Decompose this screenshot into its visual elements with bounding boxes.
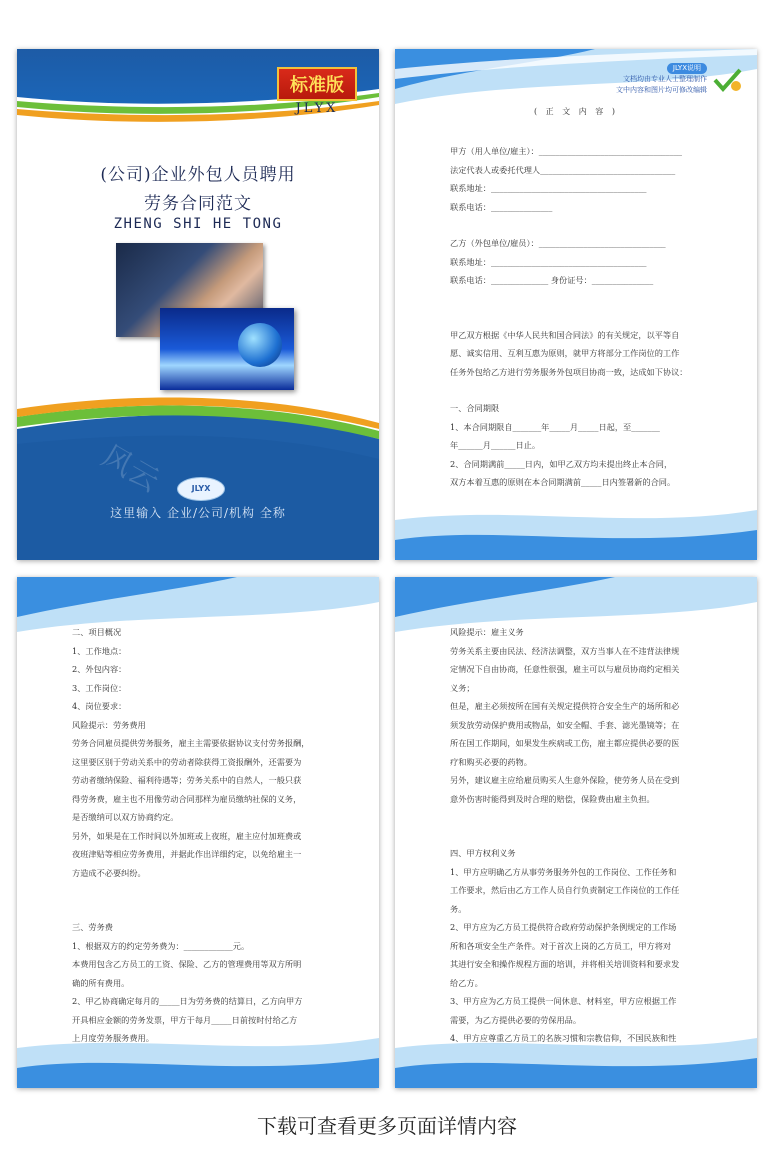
text-line: 1、甲方应明确乙方从事劳务服务外包的工作岗位、工作任务和	[450, 866, 677, 877]
bottom-wave-decoration	[395, 500, 757, 560]
text-line: 工作要求，然后由乙方工作人员自行负责制定工作岗位的工作任	[450, 885, 680, 895]
text-line: 这里要区别于劳动关系中的劳动者除获得工资报酬外，还需要为	[72, 756, 302, 767]
text-line: 任务外包给乙方进行劳务服务外包项目协商一致，达成如下协议：	[450, 366, 688, 377]
text-line: 3、工作岗位：	[72, 682, 127, 693]
text-line: 联系地址：______________________________________	[450, 256, 647, 267]
contract-page-3	[17, 577, 379, 1088]
page2-body	[450, 142, 710, 492]
text-line: 定情况下自由协商，任意性很强，雇主可以与雇员协商约定相关	[450, 664, 680, 674]
text-line: 4、甲方应尊重乙方员工的名族习惯和宗教信仰，不国民族和性	[450, 1033, 677, 1043]
text-line: 1、工作地点：	[72, 645, 127, 656]
cover-title-line2: 劳务合同范文	[144, 194, 252, 214]
text-line: 二、项目概况	[72, 627, 122, 637]
text-line: 得劳务费，雇主也不用像劳动合同那样为雇员缴纳社保的义务，	[72, 793, 302, 804]
text-line: 风险提示：劳务费用	[72, 719, 146, 730]
text-line	[450, 216, 710, 234]
text-line: 劳务合同雇员提供劳务服务，雇主主需要依据协议支付劳务报酬，	[72, 738, 310, 748]
text-line: 4、岗位要求：	[72, 701, 127, 711]
text-line: 疗和购买必要的药物。	[450, 756, 532, 767]
text-line: 务。	[450, 903, 467, 914]
text-line	[72, 882, 332, 900]
text-line: 双方本着互惠的原则在本合同期满前_____日内签署新的合同。	[450, 477, 676, 487]
page4-body	[450, 623, 710, 1048]
text-line: 一、合同期限	[450, 403, 500, 413]
company-logo: JLYX	[177, 477, 225, 501]
notice-line1: 文档均由专业人士整理制作	[623, 75, 707, 83]
text-line: 须发放劳动保护费用或物品，如安全帽、手套、滤光墨镜等；在	[450, 719, 680, 730]
text-line: 义务；	[450, 682, 475, 693]
contract-page-4	[395, 577, 757, 1088]
checkmark-icon	[713, 67, 743, 93]
text-line: 上月度劳务服务费用。	[72, 1033, 154, 1043]
standard-edition-badge	[277, 67, 357, 116]
text-line: 1、本合同期限自_______年_____月_____日起，至_______	[450, 421, 660, 432]
bottom-wave-decoration	[395, 1028, 757, 1088]
text-line: 2、甲乙协商确定每月的_____日为劳务费的结算日，乙方向甲方	[72, 996, 303, 1006]
badge-label: 标准版	[277, 67, 357, 101]
organization-placeholder[interactable]: 这里输入 企业/公司/机构 全称	[110, 506, 286, 520]
notice-box	[616, 63, 707, 96]
text-line: 甲乙双方根据《中华人民共和国合同法》的有关规定，以平等自	[450, 329, 680, 340]
text-line: 但是，雇主必须按所在国有关规定提供符合安全生产的场所和必	[450, 701, 680, 711]
text-line: 愿、诚实信用、互利互惠为原则，就甲方将部分工作岗位的工作	[450, 348, 680, 358]
text-line: 风险提示：雇主义务	[450, 627, 524, 637]
text-line: 给乙方。	[450, 977, 483, 988]
text-line: 甲方（用人单位/雇主）：___________________________________	[450, 146, 683, 156]
cover-page	[17, 49, 379, 560]
text-line: 劳动者缴纳保险、福利待遇等；劳务关系中的自然人，一般只获	[72, 775, 302, 785]
notice-title: JLYX说明	[667, 63, 707, 74]
cover-pinyin: ZHENG SHI HE TONG	[113, 216, 283, 232]
globe-image	[160, 308, 294, 390]
text-line: 三、劳务费	[72, 922, 113, 932]
watermark: 风云	[95, 438, 165, 500]
text-line: 2、甲方应为乙方员工提供符合政府劳动保护条例规定的工作场	[450, 922, 677, 932]
text-line: 所和各项安全生产条件。对于首次上岗的乙方员工，甲方将对	[450, 940, 672, 951]
text-line: 2、合同期满前_____日内，如甲乙双方均未提出终止本合同，	[450, 458, 673, 469]
text-line: 夜班津贴等相应劳务费用，并据此作出详细约定，以免给雇主一	[72, 849, 302, 859]
contract-page-2	[395, 49, 757, 560]
text-line: 1、根据双方的约定劳务费为：____________元。	[72, 940, 250, 951]
badge-sub-label: JLYX	[295, 101, 339, 116]
page3-body	[72, 623, 332, 1048]
text-line	[450, 290, 710, 308]
section-heading: ( 正 文 内 容 )	[534, 107, 618, 116]
cover-title-line1: (公司)企业外包人员聘用	[100, 165, 296, 185]
text-line: 年______月______日止。	[450, 440, 541, 450]
text-line: 所在国工作期间，如果发生疾病或工伤，雇主都应提供必要的医	[450, 738, 680, 748]
text-line: 联系电话：______________ 身份证号：_______________	[450, 275, 654, 285]
text-line: 本费用包含乙方员工的工资、保险、乙方的管理费用等双方所明	[72, 959, 302, 969]
text-line: 3、甲方应为乙方员工提供一间休息、材料室，甲方应根据工作	[450, 996, 677, 1006]
text-line: 另外，建议雇主应给雇员购买人生意外保险，使劳务人员在受到	[450, 775, 680, 785]
text-line	[450, 808, 710, 826]
text-line	[450, 381, 710, 399]
text-line	[450, 826, 710, 844]
text-line: 确的所有费用。	[72, 977, 130, 988]
text-line: 另外，如果是在工作时间以外加班或上夜班，雇主应付加班费或	[72, 830, 302, 841]
notice-line2: 文中内容和图片均可修改编辑	[616, 86, 707, 94]
bottom-wave-decoration	[17, 1028, 379, 1088]
text-line: 2、外包内容：	[72, 664, 127, 674]
text-line: 其进行安全和操作规程方面的培训，并将相关培训资料和要求发	[450, 959, 680, 969]
text-line: 是否缴纳可以双方协商约定。	[72, 812, 179, 822]
text-line: 法定代表人或委托代理人_________________________________	[450, 164, 676, 175]
text-line: 方造成不必要纠纷。	[72, 867, 146, 878]
text-line: 乙方（外包单位/雇员）：_______________________________	[450, 238, 666, 248]
text-line: 四、甲方权利义务	[450, 848, 516, 858]
text-line: 劳务关系主要由民法、经济法调整，双方当事人在不违背法律规	[450, 645, 680, 656]
text-line: 联系电话：_______________	[450, 201, 553, 212]
text-line	[450, 308, 710, 326]
text-line: 开具相应金额的劳务发票，甲方于每月_____日前按时付给乙方	[72, 1014, 298, 1025]
text-line: 意外伤害时能得到及时合理的赔偿，保险费由雇主负担。	[450, 793, 655, 804]
globe-icon	[238, 323, 282, 367]
download-more-link[interactable]: 下载可查看更多页面详情内容	[257, 1114, 517, 1138]
text-line	[72, 900, 332, 918]
text-line: 需要，为乙方提供必要的劳保用品。	[450, 1014, 582, 1025]
text-line: 联系地址：______________________________________	[450, 183, 647, 193]
